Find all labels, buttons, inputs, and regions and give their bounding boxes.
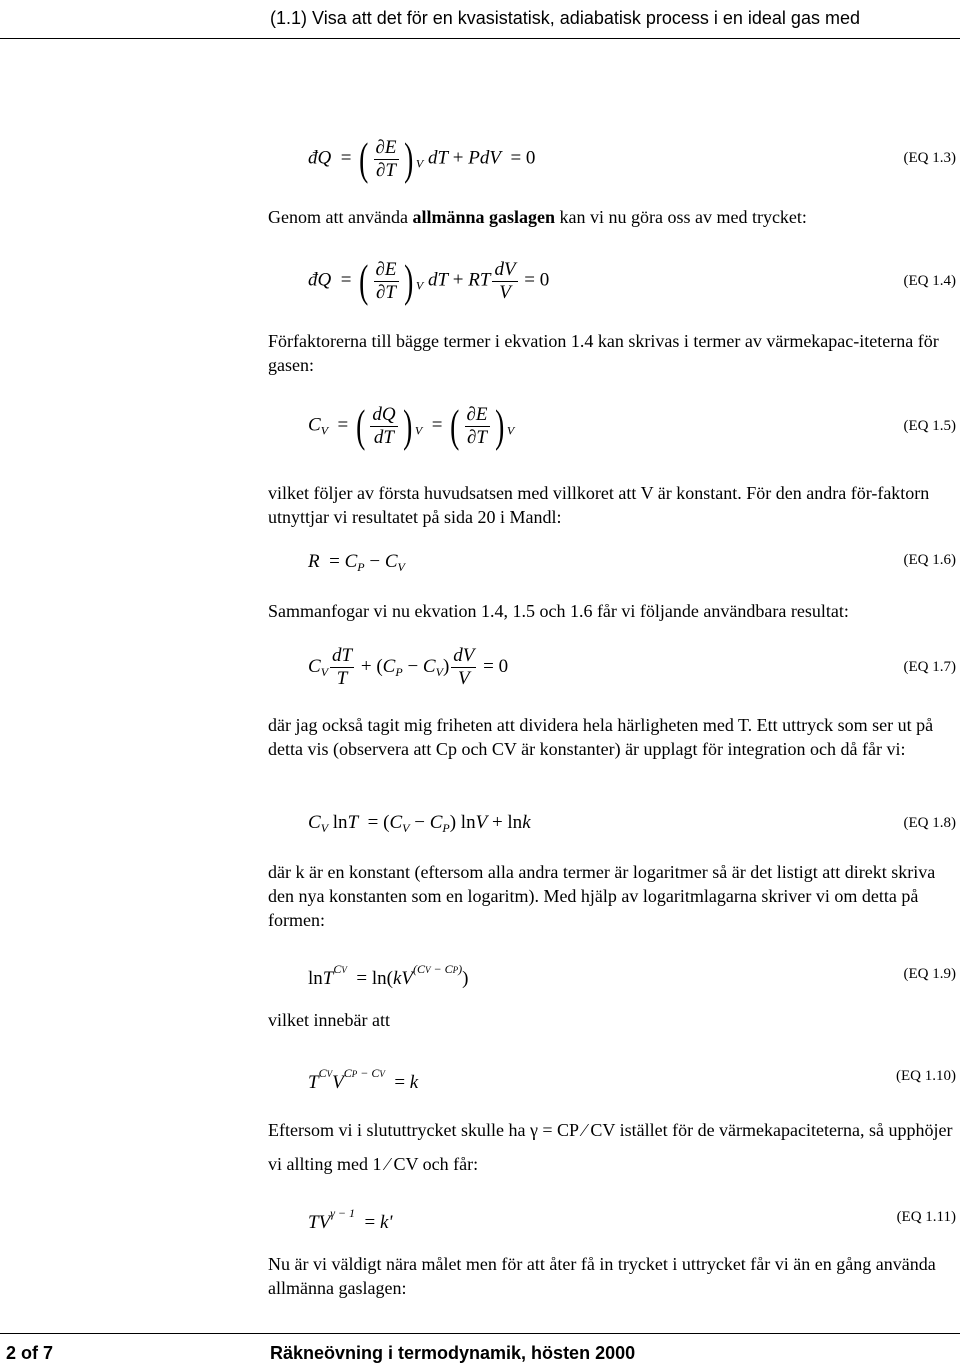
eq-number-1-10: (EQ 1.10) <box>896 1068 956 1084</box>
equation-1-11: $TV^{\gamma - 1} = k'$ <box>308 1206 393 1233</box>
eq-number-1-7: (EQ 1.7) <box>903 659 956 675</box>
paragraph-1: Genom att använda allmänna gaslagen kan vi nu göra oss av med trycket: <box>268 207 807 227</box>
paragraph-5: där jag också tagit mig friheten att dividera hela härligheten med T. Ett uttryck som ser ut på detta vis (observera att Cp och CV är konstanter) är upplagt för integration och då får vi: <box>268 715 934 759</box>
equation-1-9: $\ln T^{CV} = \ln(kV^{(CV - CP)})$ <box>308 962 469 989</box>
footer-rule <box>0 1333 960 1334</box>
eq-number-1-4: (EQ 1.4) <box>903 273 956 289</box>
paragraph-7: vilket innebär att <box>268 1010 390 1030</box>
equation-1-6: $R = C_P - C_V$ <box>308 551 405 574</box>
eq-number-1-9: (EQ 1.9) <box>903 966 956 982</box>
equation-1-8: $C_V$ $\ln T = (C_V - C_P) \ln V + \ln k$ <box>308 812 531 835</box>
equation-1-7: $C_V$ $\frac{dT}{T}$ + $(C_P - C_V)$ $\frac{dV}{V}$ = 0 <box>308 645 509 689</box>
paragraph-2: Förfaktorerna till bägge termer i ekvation 1.4 kan skrivas i termer av värmekapac-iteterna för gasen: <box>268 331 939 375</box>
header-rule <box>0 38 960 39</box>
page-number: 2 of 7 <box>6 1343 54 1363</box>
paragraph-4: Sammanfogar vi nu ekvation 1.4, 1.5 och 1.6 får vi följande användbara resultat: <box>268 601 849 621</box>
paragraph-6: där k är en konstant (eftersom alla andra termer är logaritmer så är det listigt att direkt skriva den nya konstanten som en logaritm). Med hjälp av logaritmlagarna skriver vi om detta på formen: <box>268 862 936 930</box>
eq-number-1-6: (EQ 1.6) <box>903 552 956 568</box>
eq-number-1-8: (EQ 1.8) <box>903 815 956 831</box>
equation-1-5: $C_V$ = ( $\frac{dQ}{dT}$ ) $_V$ = ( $\frac{\partial E}{\partial T}$ ) $_V$ <box>308 400 515 451</box>
footer-course: Räkneövning i termodynamik, hösten 2000 <box>270 1343 636 1363</box>
paragraph-9: Nu är vi väldigt nära målet men för att åter få in trycket i uttrycket får vi än en gång använda allmänna gaslagen: <box>268 1254 936 1298</box>
eq-number-1-3: (EQ 1.3) <box>903 150 956 166</box>
eq-number-1-5: (EQ 1.5) <box>903 418 956 434</box>
equation-1-3: đQ = ( $\frac{\partial E}{\partial T}$ ) $_V$ dT + PdV = 0 <box>308 133 536 184</box>
paragraph-8: Eftersom vi i slututtrycket skulle ha γ = CP ⁄ CV istället för de värmekapaciteterna, så upphöjer vi allting med 1 ⁄ CV och får: <box>268 1120 953 1174</box>
paragraph-3: vilket följer av första huvudsatsen med villkoret att V är konstant. För den andra för-faktorn utnyttjar vi resultatet på sida 20 i Mandl: <box>268 483 930 527</box>
eq-number-1-11: (EQ 1.11) <box>896 1209 956 1225</box>
page-header-title: (1.1) Visa att det för en kvasistatisk, adiabatisk process i en ideal gas med <box>270 8 860 28</box>
equation-1-10: $T^{CV}V^{CP - CV} = k$ <box>308 1066 419 1093</box>
equation-1-4: đQ = ( $\frac{\partial E}{\partial T}$ ) $_V$ dT + RT $\frac{dV}{V}$ = 0 <box>308 255 550 306</box>
